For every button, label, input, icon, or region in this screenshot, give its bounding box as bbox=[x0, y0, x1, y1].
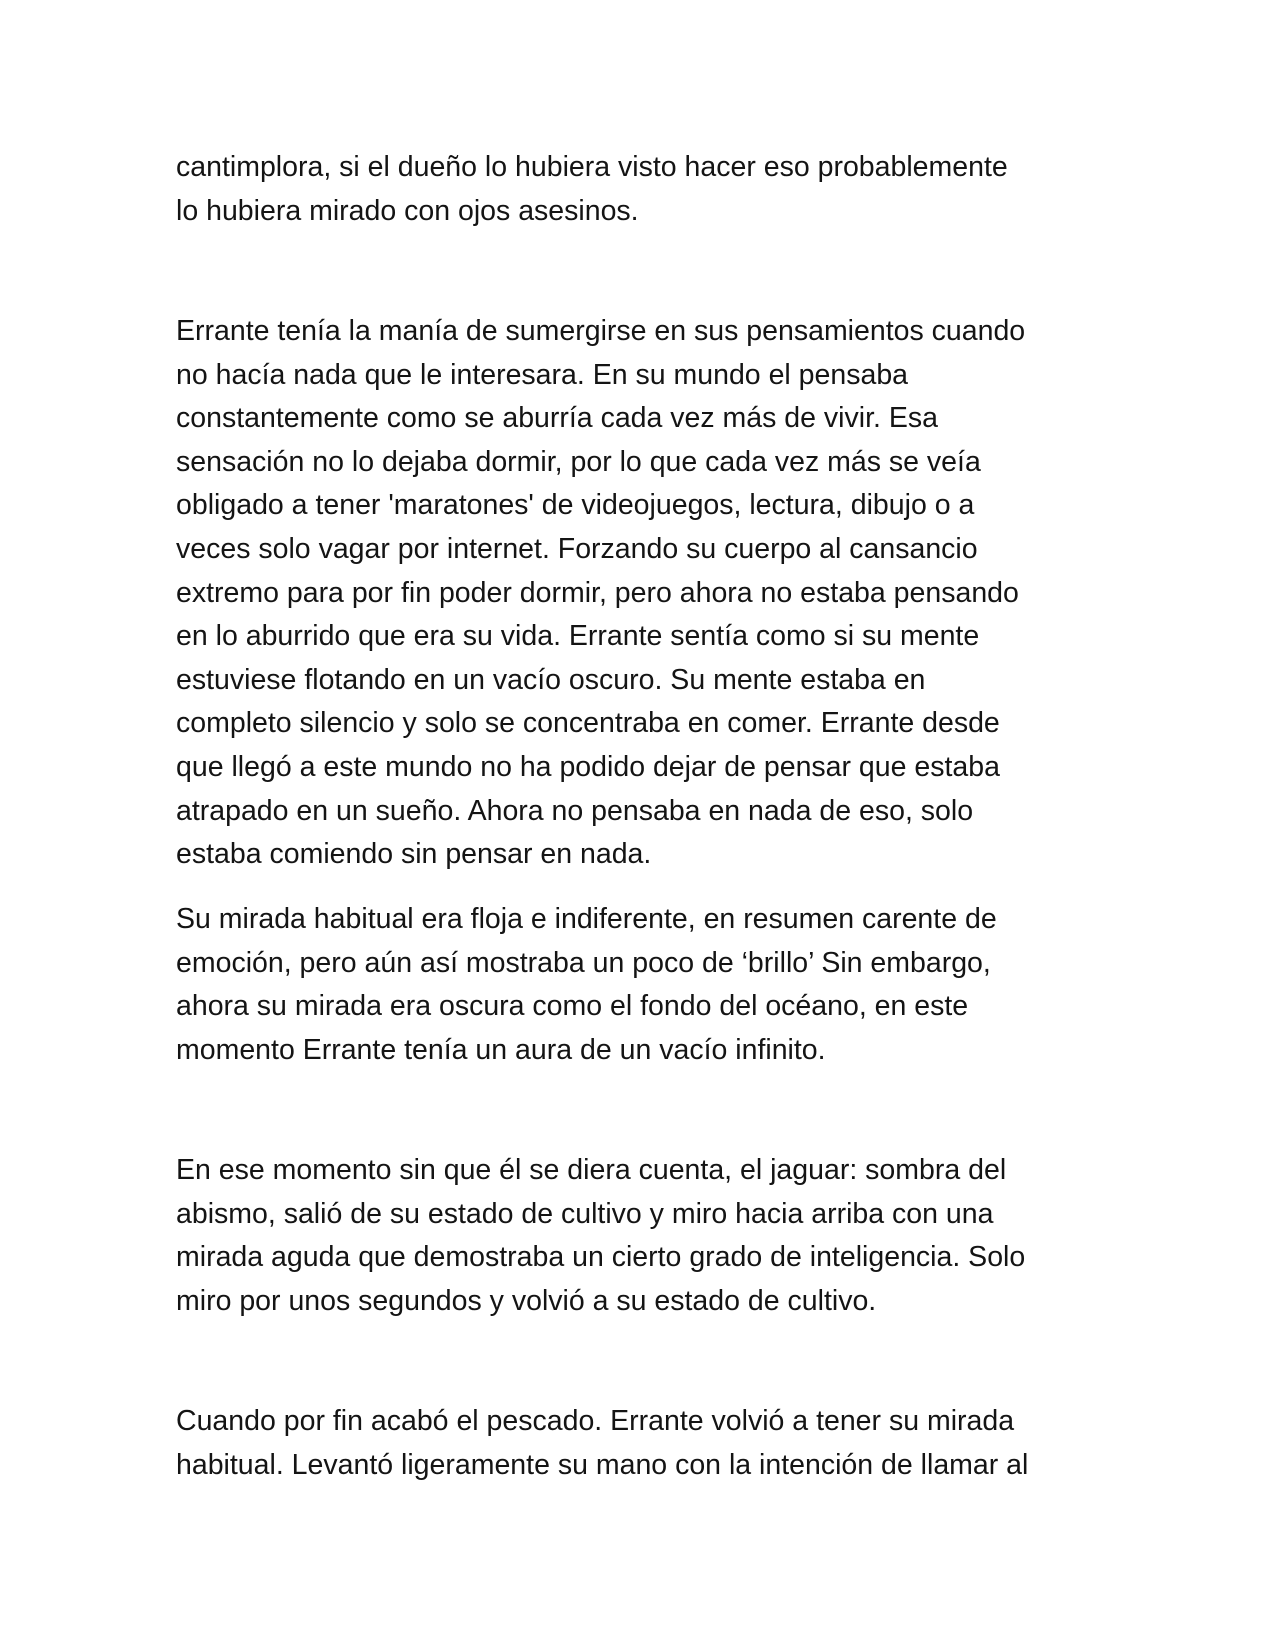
text-line: obligado a tener 'maratones' de videojuegos, lectura, dibujo o a bbox=[176, 489, 975, 522]
paragraph-1 bbox=[176, 146, 1106, 233]
text-line: En ese momento sin que él se diera cuenta, el jaguar: sombra del bbox=[176, 1154, 1007, 1186]
text-line: extremo para por fin poder dormir, pero ahora no estaba pensando bbox=[176, 576, 1019, 609]
text-line: atrapado en un sueño. Ahora no pensaba en nada de eso, solo bbox=[176, 794, 974, 827]
text-line: emoción, pero aún así mostraba un poco de ‘brillo’ Sin embargo, bbox=[176, 946, 991, 979]
text-line: cantimplora, si el dueño lo hubiera visto hacer eso probablemente bbox=[176, 151, 1008, 183]
text-line: Errante tenía la manía de sumergirse en sus pensamientos cuando bbox=[176, 315, 1026, 347]
text-line: estuviese flotando en un vacío oscuro. Su mente estaba en bbox=[176, 663, 926, 696]
paragraph-4 bbox=[176, 1149, 1106, 1323]
text-line: Su mirada habitual era floja e indiferente, en resumen carente de bbox=[176, 903, 997, 935]
text-line: Cuando por fin acabó el pescado. Errante volvió a tener su mirada bbox=[176, 1405, 1015, 1437]
text-line: no hacía nada que le interesara. En su mundo el pensaba bbox=[176, 358, 909, 391]
text-line: veces solo vagar por internet. Forzando su cuerpo al cansancio bbox=[176, 532, 978, 565]
text-line: abismo, salió de su estado de cultivo y miro hacia arriba con una bbox=[176, 1197, 994, 1230]
text-line: en lo aburrido que era su vida. Errante sentía como si su mente bbox=[176, 620, 980, 653]
text-line: miro por unos segundos y volvió a su estado de cultivo. bbox=[176, 1284, 877, 1317]
text-line: mirada aguda que demostraba un cierto grado de inteligencia. Solo bbox=[176, 1241, 1026, 1274]
text-line: completo silencio y solo se concentraba en comer. Errante desde bbox=[176, 707, 1000, 740]
text-line: momento Errante tenía un aura de un vacío infinito. bbox=[176, 1033, 826, 1066]
paragraph-3 bbox=[176, 898, 1106, 1072]
text-line: sensación no lo dejaba dormir, por lo que cada vez más se veía bbox=[176, 445, 981, 478]
paragraph-5 bbox=[176, 1400, 1106, 1487]
text-line: lo hubiera mirado con ojos asesinos. bbox=[176, 194, 639, 227]
text-line: ahora su mirada era oscura como el fondo del océano, en este bbox=[176, 990, 969, 1023]
paragraph-2 bbox=[176, 310, 1106, 877]
text-line: habitual. Levantó ligeramente su mano con la intención de llamar al bbox=[176, 1448, 1029, 1481]
text-line: constantemente como se aburría cada vez más de vivir. Esa bbox=[176, 402, 938, 435]
text-line: estaba comiendo sin pensar en nada. bbox=[176, 838, 652, 871]
text-line: que llegó a este mundo no ha podido dejar de pensar que estaba bbox=[176, 750, 1000, 783]
